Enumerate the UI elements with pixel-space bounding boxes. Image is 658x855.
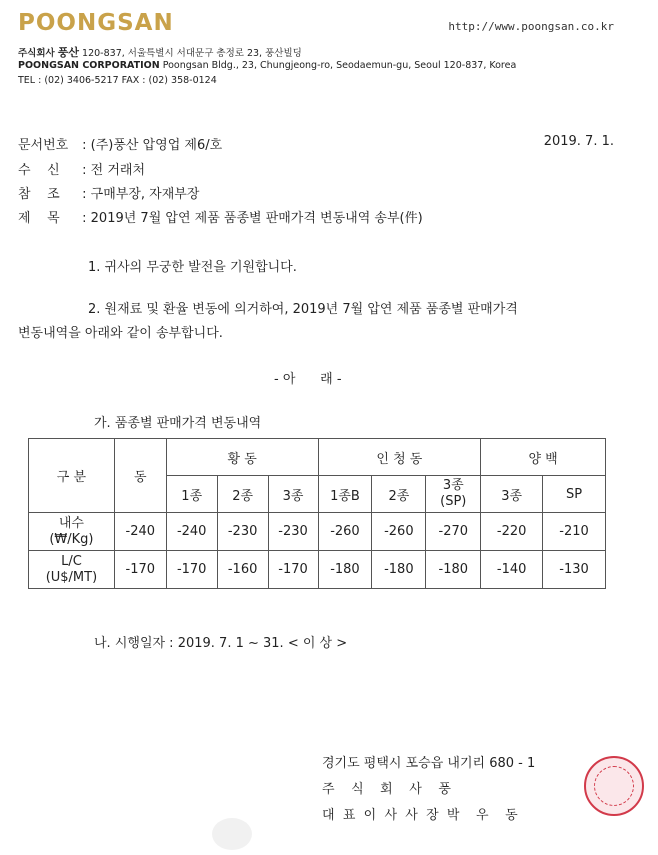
table-row xyxy=(29,513,606,551)
korean-address: 120-837, 서울특별시 서대문구 총정로 23, 풍산빌딩 xyxy=(82,48,302,59)
subheader-bronze-1b: 1종B xyxy=(318,476,372,513)
paragraph-1: 1. 귀사의 무궁한 발전을 기원합니다. xyxy=(88,260,297,275)
english-address: Poongsan Bldg., 23, Chungjeong-ro, Seodaemun-gu, Seoul 120-837, Korea xyxy=(162,60,517,71)
company-seal-stamp xyxy=(584,756,644,816)
table-cell: -160 xyxy=(217,551,268,589)
subheader-brass-3: 3종 xyxy=(268,476,318,513)
row-label-domestic: 내수 (₩/Kg) xyxy=(29,513,115,551)
table-cell: -230 xyxy=(268,513,318,551)
table-cell: -210 xyxy=(543,513,606,551)
korean-company-name: 풍산 xyxy=(57,46,80,59)
table-cell: -240 xyxy=(114,513,166,551)
recipient-label: 수 신 xyxy=(18,163,60,178)
english-address-line xyxy=(18,60,516,71)
subheader-brass-2: 2종 xyxy=(217,476,268,513)
table-cell: -130 xyxy=(543,551,606,589)
header-nickel-silver: 양 백 xyxy=(481,439,606,476)
paragraph-2-line-2: 변동내역을 아래와 같이 송부합니다. xyxy=(18,326,223,341)
table-cell: -220 xyxy=(481,513,543,551)
signature-ceo: 대 표 이 사 사 장 박 우 동 xyxy=(322,808,518,823)
subheader-nickel-sp: SP xyxy=(543,476,606,513)
recipient-value: : 전 거래처 xyxy=(82,163,146,178)
tel-fax-line: TEL : (02) 3406-5217 FAX : (02) 358-0124 xyxy=(18,75,217,86)
doc-number-row xyxy=(18,134,222,153)
table-cell: -180 xyxy=(426,551,481,589)
subject-row xyxy=(18,207,423,226)
subheader-nickel-3: 3종 xyxy=(481,476,543,513)
header-bronze: 인 청 동 xyxy=(318,439,481,476)
subheader-brass-1: 1종 xyxy=(166,476,217,513)
header-category: 구 분 xyxy=(29,439,115,513)
paragraph-2-line-1: 2. 원재료 및 환율 변동에 의거하여, 2019년 7월 압연 제품 품종별 판매가격 xyxy=(88,302,518,317)
subheader-bronze-3sp: 3종 (SP) xyxy=(426,476,481,513)
doc-date: 2019. 7. 1. xyxy=(543,134,614,149)
recipient-row xyxy=(18,159,145,178)
table-cell: -230 xyxy=(217,513,268,551)
row-label-lc: L/C (U$/MT) xyxy=(29,551,115,589)
table-cell: -170 xyxy=(268,551,318,589)
signature-company: 주 식 회 사 풍 xyxy=(322,782,451,797)
table-cell: -180 xyxy=(318,551,372,589)
header-brass: 황 동 xyxy=(166,439,318,476)
korean-address-line xyxy=(18,44,302,60)
price-change-table xyxy=(28,438,606,589)
english-company-name: POONGSAN CORPORATION xyxy=(18,60,160,71)
company-url: http://www.poongsan.co.kr xyxy=(448,20,614,33)
table-cell: -140 xyxy=(481,551,543,589)
reference-label: 참 조 xyxy=(18,187,60,202)
doc-number-value: : (주)풍산 압영업 제6/호 xyxy=(82,138,223,153)
table-row xyxy=(29,551,606,589)
table-cell: -270 xyxy=(426,513,481,551)
table-cell: -240 xyxy=(166,513,217,551)
section-b-effective-date: 나. 시행일자 : 2019. 7. 1 ~ 31. < 이 상 > xyxy=(94,636,348,651)
below-heading: - 아 래 - xyxy=(274,372,342,387)
table-header-row xyxy=(29,439,606,476)
korean-line-prefix: 주식회사 xyxy=(18,48,55,59)
header-copper: 동 xyxy=(114,439,166,513)
table-cell: -170 xyxy=(114,551,166,589)
subject-label: 제 목 xyxy=(18,211,60,226)
table-cell: -170 xyxy=(166,551,217,589)
subject-value: : 2019년 7월 압연 제품 품종별 판매가격 변동내역 송부(件) xyxy=(82,211,423,226)
company-logo: POONGSAN xyxy=(18,10,174,36)
section-a-title: 가. 품종별 판매가격 변동내역 xyxy=(94,416,262,431)
reference-value: : 구매부장, 자재부장 xyxy=(82,187,200,202)
subheader-bronze-2: 2종 xyxy=(372,476,426,513)
table-cell: -260 xyxy=(372,513,426,551)
signature-address: 경기도 평택시 포승읍 내기리 680 - 1 xyxy=(322,756,536,771)
table-cell: -180 xyxy=(372,551,426,589)
doc-number-label: 문서번호 xyxy=(18,138,69,153)
reference-row xyxy=(18,183,199,202)
faded-seal-mark xyxy=(212,818,252,850)
table-cell: -260 xyxy=(318,513,372,551)
